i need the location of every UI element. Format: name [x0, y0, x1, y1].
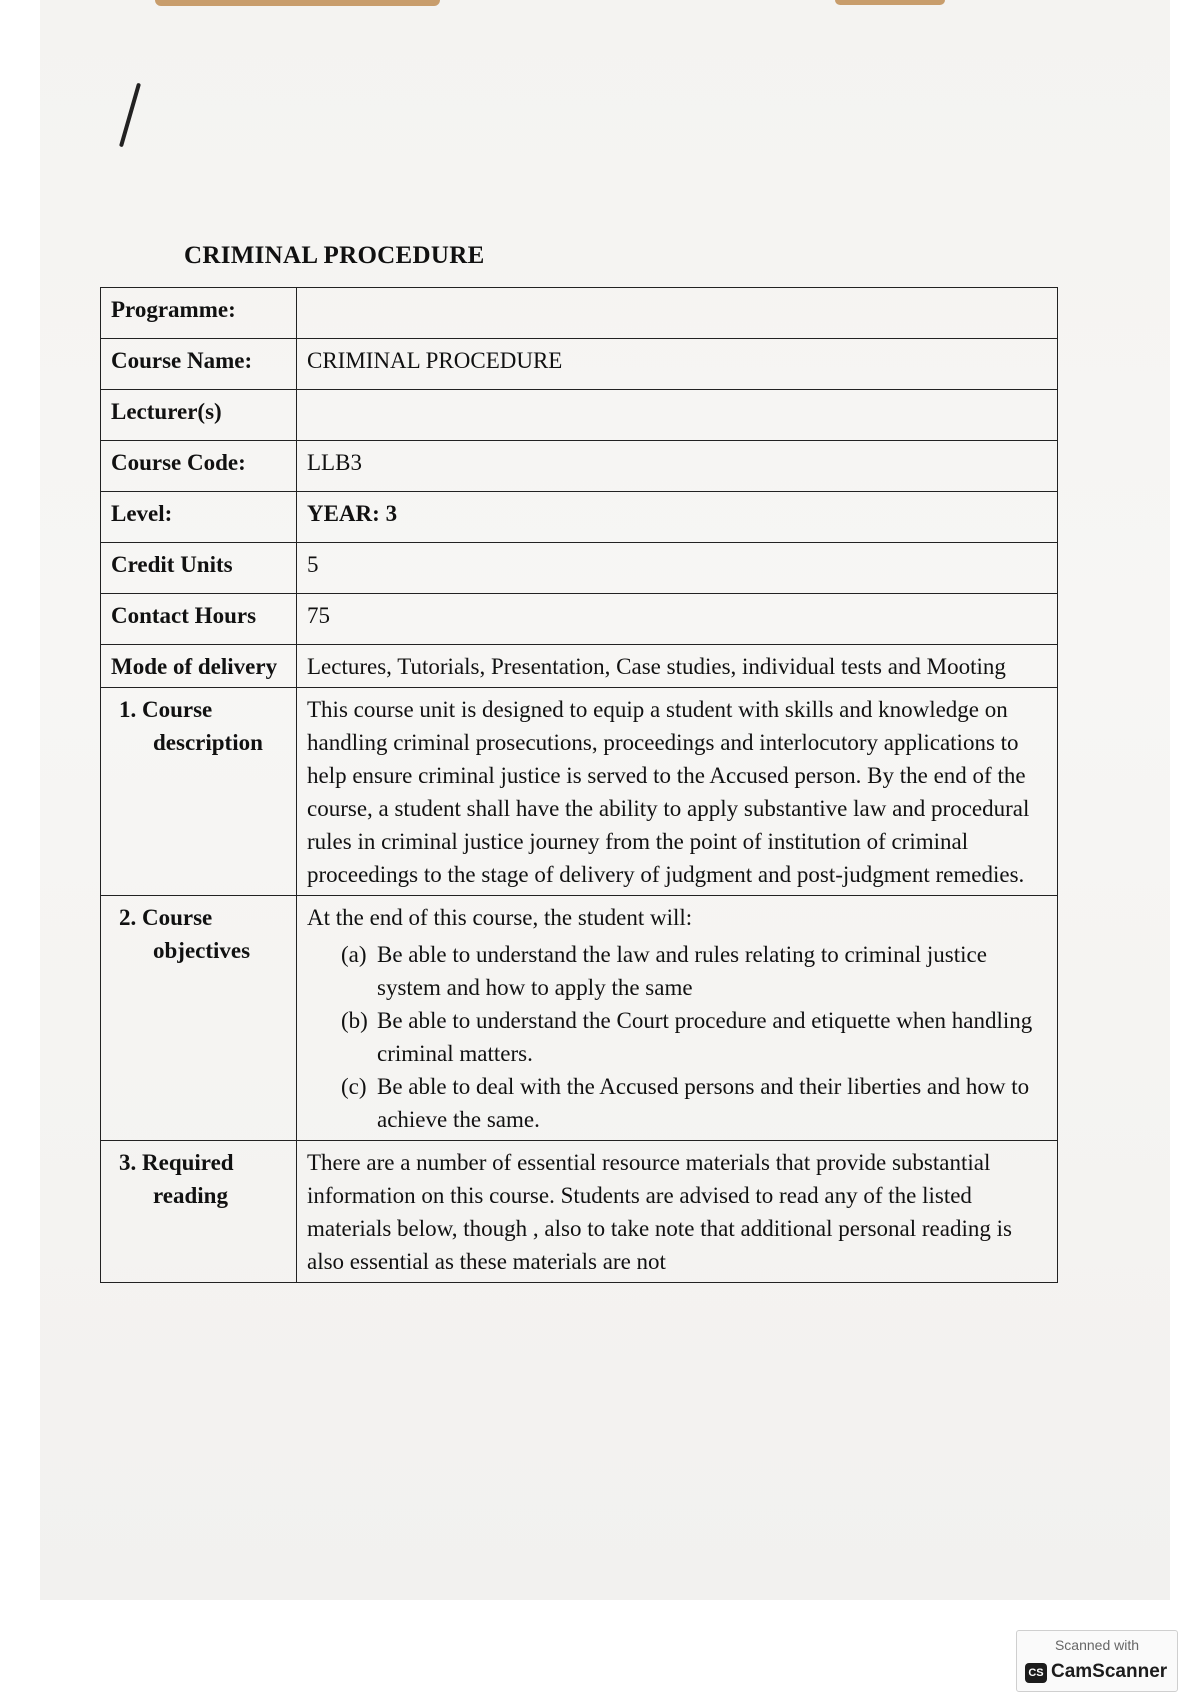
contact-hours-value: 75	[297, 594, 1058, 645]
course-objectives-label-rest: objectives	[153, 938, 251, 963]
course-description-value: This course unit is designed to equip a student with skills and knowledge on handling criminal prosecutions, proceedings and interlocutory applications to help ensure criminal justice is served to the Accused person. By the end of the course, a student shall have the ability to apply substantive law and procedural rules in criminal justice journey from the point of institution of criminal proceedings to the stage of delivery of judgment and post-judgment remedies.	[297, 688, 1058, 896]
credit-units-label: Credit Units	[101, 543, 297, 594]
course-objectives-label	[101, 896, 297, 1141]
table-row-level	[101, 492, 1058, 543]
objective-text: Be able to understand the Court procedure and etiquette when handling criminal matters.	[377, 1008, 1033, 1066]
objective-marker: (b)	[341, 1008, 368, 1033]
required-reading-label	[101, 1141, 297, 1283]
required-reading-label-rest: reading	[153, 1183, 228, 1208]
level-value: YEAR: 3	[297, 492, 1058, 543]
watermark-caption: Scanned with	[1054, 1637, 1140, 1653]
objectives-intro: At the end of this course, the student will:	[307, 905, 693, 930]
course-code-label: Course Code:	[101, 441, 297, 492]
course-description-label-rest: description	[153, 730, 263, 755]
watermark-brand: CamScanner	[1051, 1661, 1168, 1682]
lecturers-label: Lecturer(s)	[101, 390, 297, 441]
course-objectives-value	[297, 896, 1058, 1141]
table-row-course-name	[101, 339, 1058, 390]
table-row-programme	[101, 288, 1058, 339]
programme-value	[297, 288, 1058, 339]
document-title: CRIMINAL PROCEDURE	[184, 242, 485, 269]
course-name-label: Course Name:	[101, 339, 297, 390]
tape-mark-left	[155, 0, 440, 6]
tape-mark-right	[835, 0, 945, 5]
camscanner-logo-icon: CS	[1025, 1663, 1047, 1683]
contact-hours-label: Contact Hours	[101, 594, 297, 645]
course-description-label-num: 1. Course	[119, 697, 213, 722]
required-reading-label-num: 3. Required	[119, 1150, 234, 1175]
required-reading-value: There are a number of essential resource materials that provide substantial information on this course. Students are advised to read any of the listed materials below, though , also to take note that additional personal reading is also essential as these materials are not	[297, 1141, 1058, 1283]
table-row-required-reading	[101, 1141, 1058, 1283]
programme-label: Programme:	[101, 288, 297, 339]
list-item	[307, 1070, 1047, 1136]
course-code-value: LLB3	[297, 441, 1058, 492]
level-label: Level:	[101, 492, 297, 543]
list-item	[307, 1004, 1047, 1070]
objective-text: Be able to understand the law and rules relating to criminal justice system and how to apply the same	[377, 942, 987, 1000]
table-row-mode-of-delivery	[101, 645, 1058, 688]
objective-marker: (c)	[341, 1074, 367, 1099]
mode-of-delivery-label: Mode of delivery	[101, 645, 297, 688]
course-name-value: CRIMINAL PROCEDURE	[297, 339, 1058, 390]
table-row-course-description	[101, 688, 1058, 896]
objectives-list	[307, 938, 1047, 1136]
camscanner-watermark	[1016, 1630, 1178, 1692]
objective-marker: (a)	[341, 942, 367, 967]
table-row-credit-units	[101, 543, 1058, 594]
list-item	[307, 938, 1047, 1004]
lecturers-value	[297, 390, 1058, 441]
course-outline-table	[100, 287, 1058, 1283]
table-row-course-objectives	[101, 896, 1058, 1141]
course-description-label	[101, 688, 297, 896]
table-row-contact-hours	[101, 594, 1058, 645]
mode-of-delivery-value: Lectures, Tutorials, Presentation, Case studies, individual tests and Mooting	[297, 645, 1058, 688]
course-objectives-label-num: 2. Course	[119, 905, 213, 930]
table-row-course-code	[101, 441, 1058, 492]
credit-units-value: 5	[297, 543, 1058, 594]
table-row-lecturers	[101, 390, 1058, 441]
objective-text: Be able to deal with the Accused persons and their liberties and how to achieve the same.	[377, 1074, 1030, 1132]
